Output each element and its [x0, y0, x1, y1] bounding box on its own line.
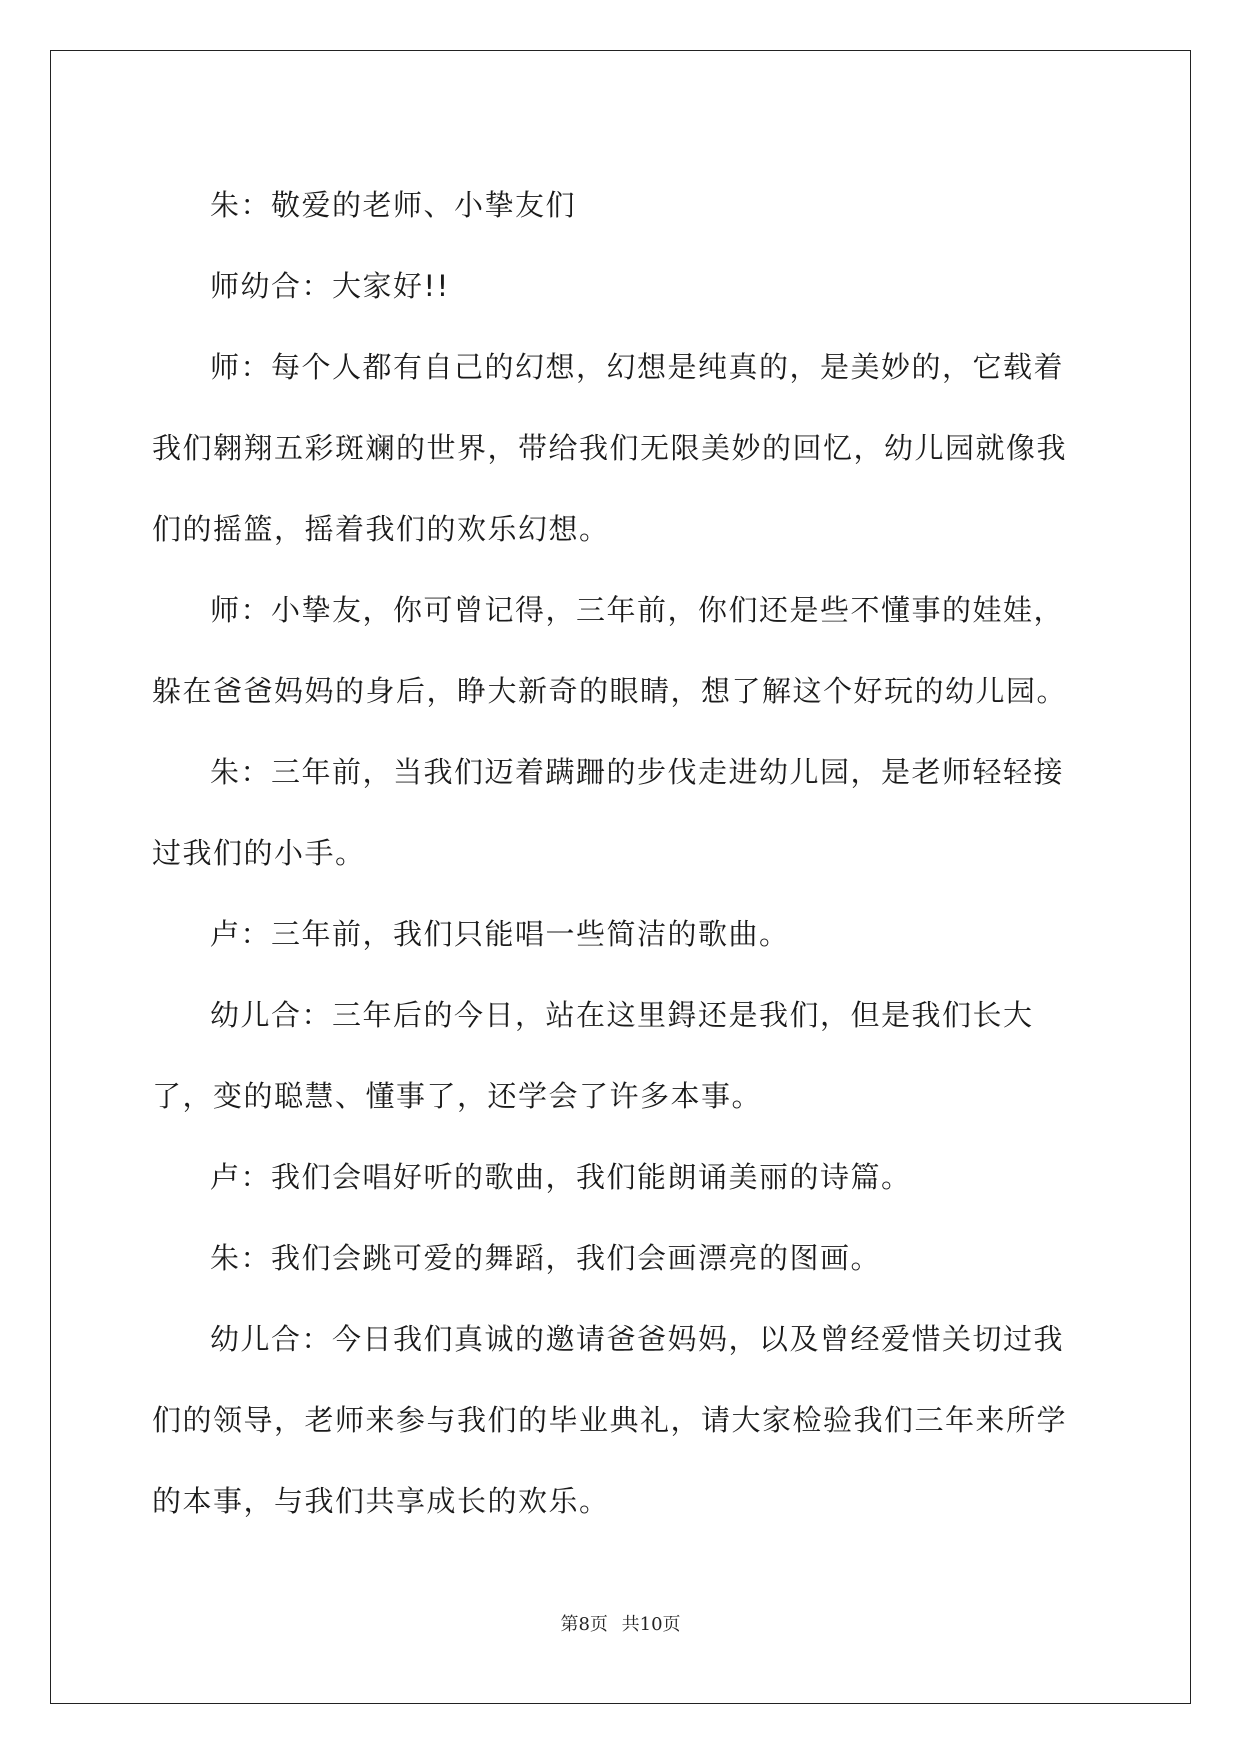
paragraph-4: 师：小挚友，你可曾记得，三年前，你们还是些不懂事的娃娃，躲在爸爸妈妈的身后，睁大新奇的眼睛，想了解这个好玩的幼儿园。: [152, 593, 1068, 708]
paragraph-9: 朱：我们会跳可爱的舞蹈，我们会画漂亮的图画。: [210, 1241, 882, 1275]
paragraph-7: 幼儿合：三年后的今日，站在这里鍀还是我们，但是我们长大了，变的聪慧、懂事了，还学会了许多本事。: [152, 998, 1034, 1113]
page-total: 共10页: [621, 1614, 681, 1635]
paragraph-5: 朱：三年前，当我们迈着蹒跚的步伐走进幼儿园，是老师轻轻接过我们的小手。: [152, 755, 1065, 870]
page-number: 第8页: [560, 1614, 608, 1635]
paragraph-6: 卢：三年前，我们只能唱一些简洁的歌曲。: [210, 917, 790, 951]
paragraph-3: 师：每个人都有自己的幻想，幻想是纯真的，是美妙的，它载着我们翱翔五彩斑斓的世界，带给我们无限美妙的回忆，幼儿园就像我们的摇篮，摇着我们的欢乐幻想。: [152, 350, 1068, 546]
paragraph-2: 师幼合：大家好!!: [210, 269, 450, 303]
paragraph-1: 朱：敬爱的老师、小挚友们: [210, 188, 577, 222]
page-footer: [0, 1610, 1241, 1636]
paragraph-10: 幼儿合：今日我们真诚的邀请爸爸妈妈，以及曾经爱惜关切过我们的领导，老师来参与我们的毕业典礼，请大家检验我们三年来所学的本事，与我们共享成长的欢乐。: [152, 1322, 1068, 1518]
paragraph-8: 卢：我们会唱好听的歌曲，我们能朗诵美丽的诗篇。: [210, 1160, 912, 1194]
document-body: [152, 165, 1092, 1542]
